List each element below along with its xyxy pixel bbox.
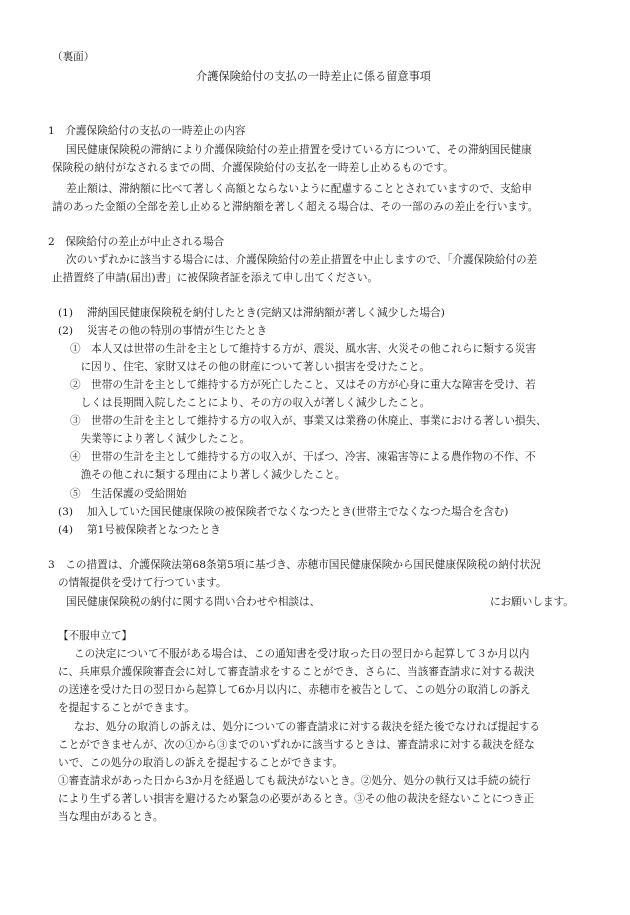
inquiry-text: 国民健康保険税の納付に関する問い合わせや相談は、 (66, 596, 321, 608)
section-3-text: 3 この措置は、介護保険法第68条第5項に基づき、赤穂市国民健康保険から国民健康保険税の納付状況 (48, 559, 541, 571)
appeal-text: この決定について不服がある場合は、この通知書を受け取った日の翌日から起算して３か月以内 (74, 648, 530, 660)
section-3-text: の情報提供を受けて行つています。 (58, 577, 227, 589)
appeal-text: いで、この処分の取消しの訴えを提起することができます。 (58, 757, 343, 769)
section-1-text: 請のあった金額の全部を差し止めると滞納額を著しく超える場合は、その一部のみの差止を行います。 (52, 201, 539, 213)
section-1-text: 国民健康保険税の滞納により介護保険給付の差止措置を受けている方について、その滞納国民健康 (66, 144, 532, 156)
section-1-text: 保険税の納付がなされるまでの間、介護保険給付の支払を一時差し止めるものです。 (52, 162, 454, 174)
list-item-2: (2) 災害その他の特別の事情が生じたとき (58, 325, 268, 337)
list-item-1: (1) 滞納国民健康保険税を納付したとき(完納又は滞納額が著しく減少した場合) (58, 307, 445, 319)
appeal-text: を提起することができます。 (58, 702, 195, 714)
appeal-text: ①審査請求があった日から3か月を経過しても裁決がないとき。②処分、処分の執行又は手続の続行 (58, 775, 531, 787)
appeal-heading: 【不服申立て】 (58, 630, 133, 642)
document-title: 介護保険給付の支払の一時差止に係る留意事項 (196, 70, 431, 83)
section-1-text: 差止額は、滞納額に比べて著しく高額とならないように配慮することとされていますので、支給申 (66, 183, 532, 195)
sub-item-2: ② 世帯の生計を主として維持する方が死亡したこと、又はその方が心身に重大な障害を受け、若 (70, 379, 536, 391)
sub-item-4: ④ 世帯の生計を主として維持する方の収入が、干ばつ、冷害、凍霜害等による農作物の不作、不 (70, 451, 536, 463)
sub-item-5: ⑤ 生活保護の受給開始 (70, 488, 187, 500)
section-1-heading: 1 介護保険給付の支払の一時差止の内容 (48, 125, 246, 137)
appeal-text: に、兵庫県介護保険審査会に対して審査請求をすることができ、さらに、当該審査請求に対する裁決 (58, 666, 535, 678)
side-label: （裏面） (52, 51, 95, 63)
sub-item-3: ③ 世帯の生計を主として維持する方の収入が、事業又は業務の休廃止、事業における著しい損失、 (70, 415, 547, 427)
appeal-text: ことができませんが、次の①から③までのいずれかに該当するときは、審査請求に対する裁決を経な (58, 739, 535, 751)
appeal-text: の送達を受けた日の翌日から起算して6か月以内に、赤穂市を被告として、この処分の取消しの訴え (58, 684, 531, 696)
list-item-4: (4) 第1号被保険者となつたとき (58, 524, 221, 536)
sub-item-4: 漁その他これに類する理由により著しく減少したこと。 (70, 469, 346, 481)
list-item-3: (3) 加入していた国民健康保険の被保険者でなくなつたとき(世帯主でなくなつた場合を含む) (58, 506, 509, 518)
appeal-text: により生ずる著しい損害を避けるため緊急の必要があるとき。③その他の裁決を経ないことにつき正 (58, 793, 535, 805)
sub-item-3: 失業等により著しく減少したこと。 (70, 433, 251, 445)
section-2-intro: 次のいずれかに該当する場合には、介護保険給付の差止措置を中止しますので、「介護保険給付の差 (66, 254, 538, 266)
inquiry-text-end: にお願いします。 (490, 596, 574, 608)
appeal-text: なお、処分の取消しの訴えは、処分についての審査請求に対する裁決を経た後でなければ提起する (74, 721, 540, 733)
sub-item-2: しくは長期間入院したことにより、その方の収入が著しく減少したこと。 (70, 397, 431, 409)
sub-item-1: ① 本人又は世帯の生計を主として維持する方が、震災、風水害、火災その他これらに類する災害 (70, 343, 537, 355)
section-2-heading: 2 保険給付の差止が中止される場合 (48, 236, 225, 248)
sub-item-1: に因り、住宅、家財又はその他の財産について著しい損害を受けたこと。 (70, 361, 430, 373)
appeal-text: 当な理由があるとき。 (58, 811, 164, 823)
section-2-intro: 止措置終了申請(届出)書」に被保険者証を添えて申し出てください。 (52, 272, 379, 284)
